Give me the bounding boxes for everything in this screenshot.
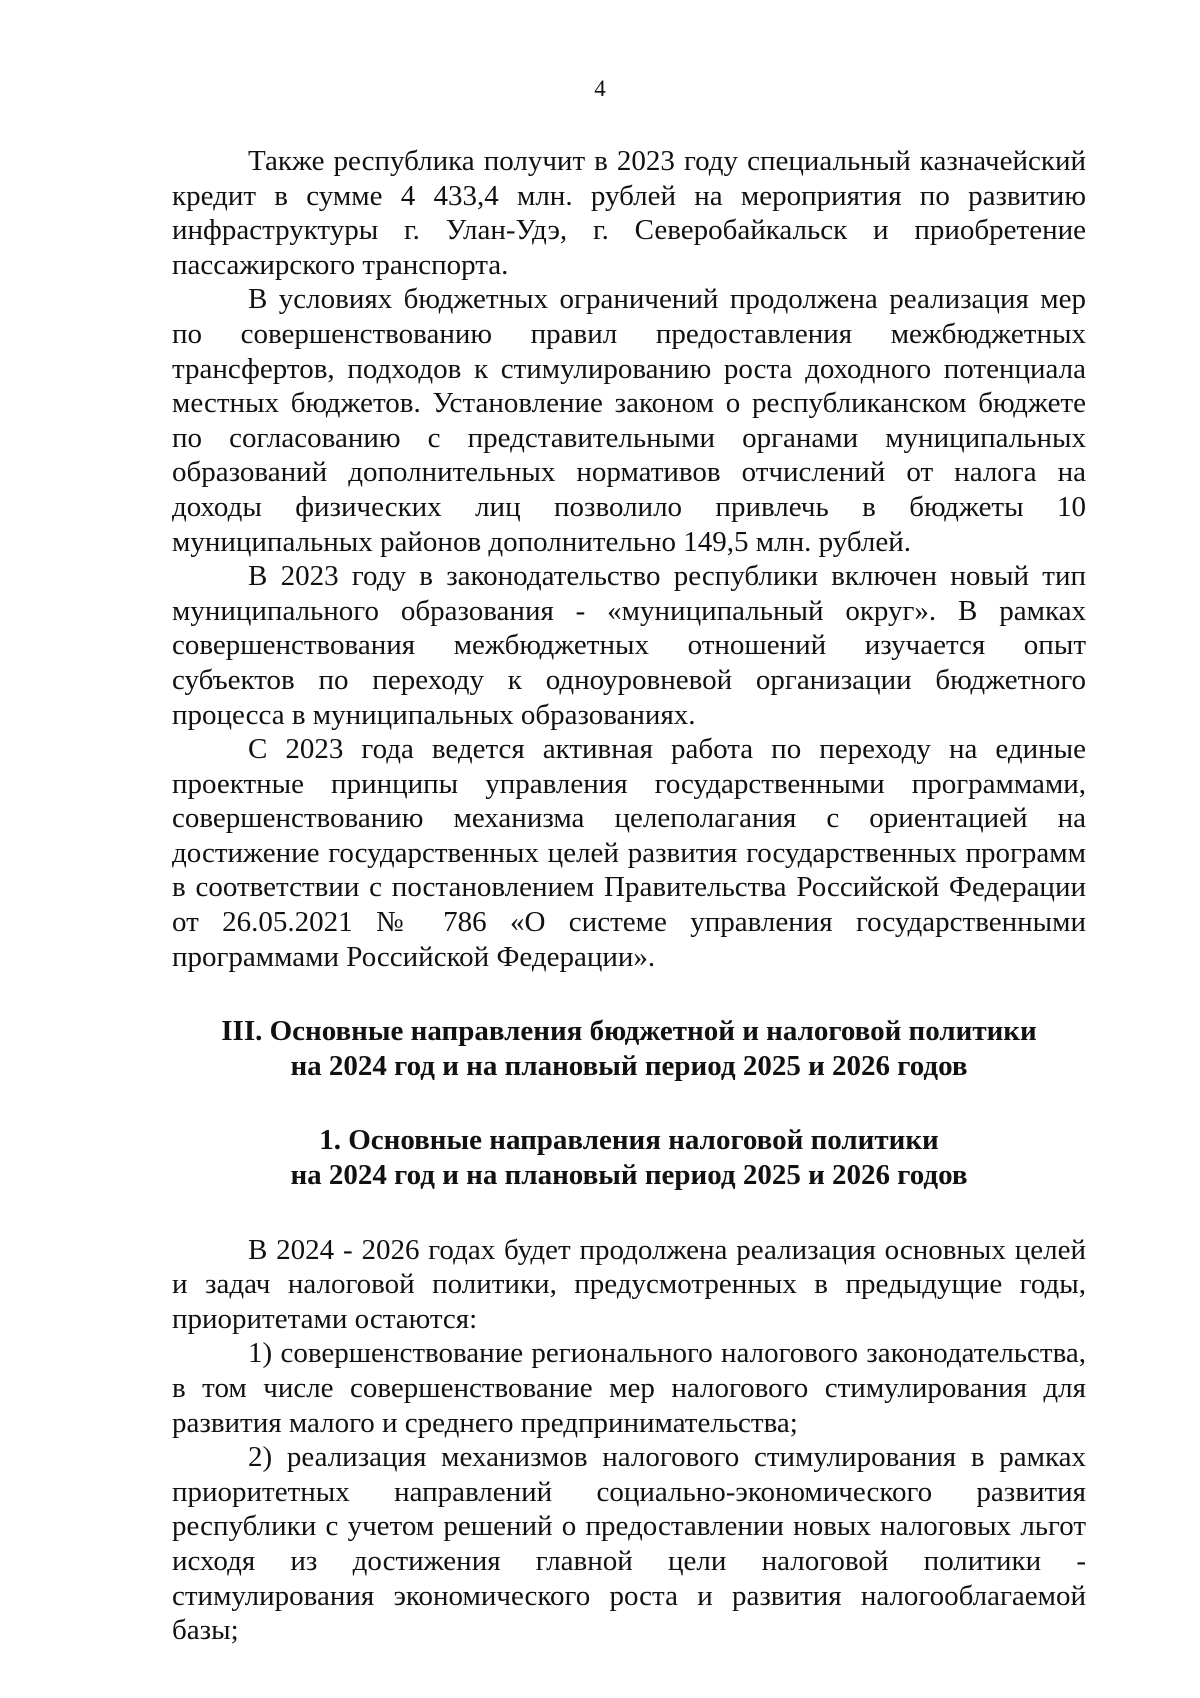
- document-body: [172, 144, 1086, 1648]
- paragraph-treasury-credit: Также республика получит в 2023 году специальный казначейский кредит в сумме 4 433,4 млн. рублей на мероприятия по развитию инфраструктуры г. Улан-Удэ, г. Северобайкальск и приобретение пассажирского транспорта.: [172, 145, 1086, 281]
- subsection-heading-line-2: на 2024 год и на плановый период 2025 и 2026 годов: [290, 1159, 968, 1192]
- paragraph-state-programs: С 2023 года ведется активная работа по переходу на единые проектные принципы управления государственными программами, совершенствованию механизма целеполагания с ориентацией на достижение государственных целей развития государственных программ в соответствии с постановлением Правительства Российской Федерации от 26.05.2021 № 786 «О системе управления государственными программами Российской Федерации».: [172, 733, 1086, 973]
- list-item-tax-legislation: 1) совершенствование регионального налогового законодательства, в том числе совершенствование мер налогового стимулирования для развития малого и среднего предпринимательства;: [172, 1337, 1086, 1439]
- page-number: 4: [594, 76, 606, 101]
- subsection-heading-line-1: 1. Основные направления налоговой политики: [319, 1124, 939, 1157]
- paragraph-interbudget-transfers: В условиях бюджетных ограничений продолжена реализация мер по совершенствованию правил предоставления межбюджетных трансфертов, подходов к стимулированию роста доходного потенциала местных бюджетов. Установление законом о республиканском бюджете по согласованию с представительными органами муниципальных образований дополнительных нормативов отчислений от налога на доходы физических лиц позволило привлечь в бюджеты 10 муниципальных районов дополнительно 149,5 млн. рублей.: [172, 283, 1086, 558]
- section-heading-line-2: на 2024 год и на плановый период 2025 и 2026 годов: [290, 1049, 968, 1082]
- paragraph-tax-policy-intro: В 2024 - 2026 годах будет продолжена реализация основных целей и задач налоговой политики, предусмотренных в предыдущие годы, приоритетами остаются:: [172, 1233, 1086, 1335]
- subsection-heading: [172, 1123, 1086, 1192]
- list-item-tax-incentives: 2) реализация механизмов налогового стимулирования в рамках приоритетных направлений социально-экономического развития республики с учетом решений о предоставлении новых налоговых льгот исходя из достижения главной цели налоговой политики - стимулирования экономического роста и развития налогооблагаемой базы;: [172, 1441, 1086, 1647]
- paragraph-municipal-district: В 2023 году в законодательство республики включен новый тип муниципального образования - «муниципальный округ». В рамках совершенствования межбюджетных отношений изучается опыт субъектов по переходу к одноуровневой организации бюджетного процесса в муниципальных образованиях.: [172, 560, 1086, 731]
- section-heading-line-1: III. Основные направления бюджетной и налоговой политики: [221, 1015, 1037, 1048]
- section-heading: [172, 1014, 1086, 1083]
